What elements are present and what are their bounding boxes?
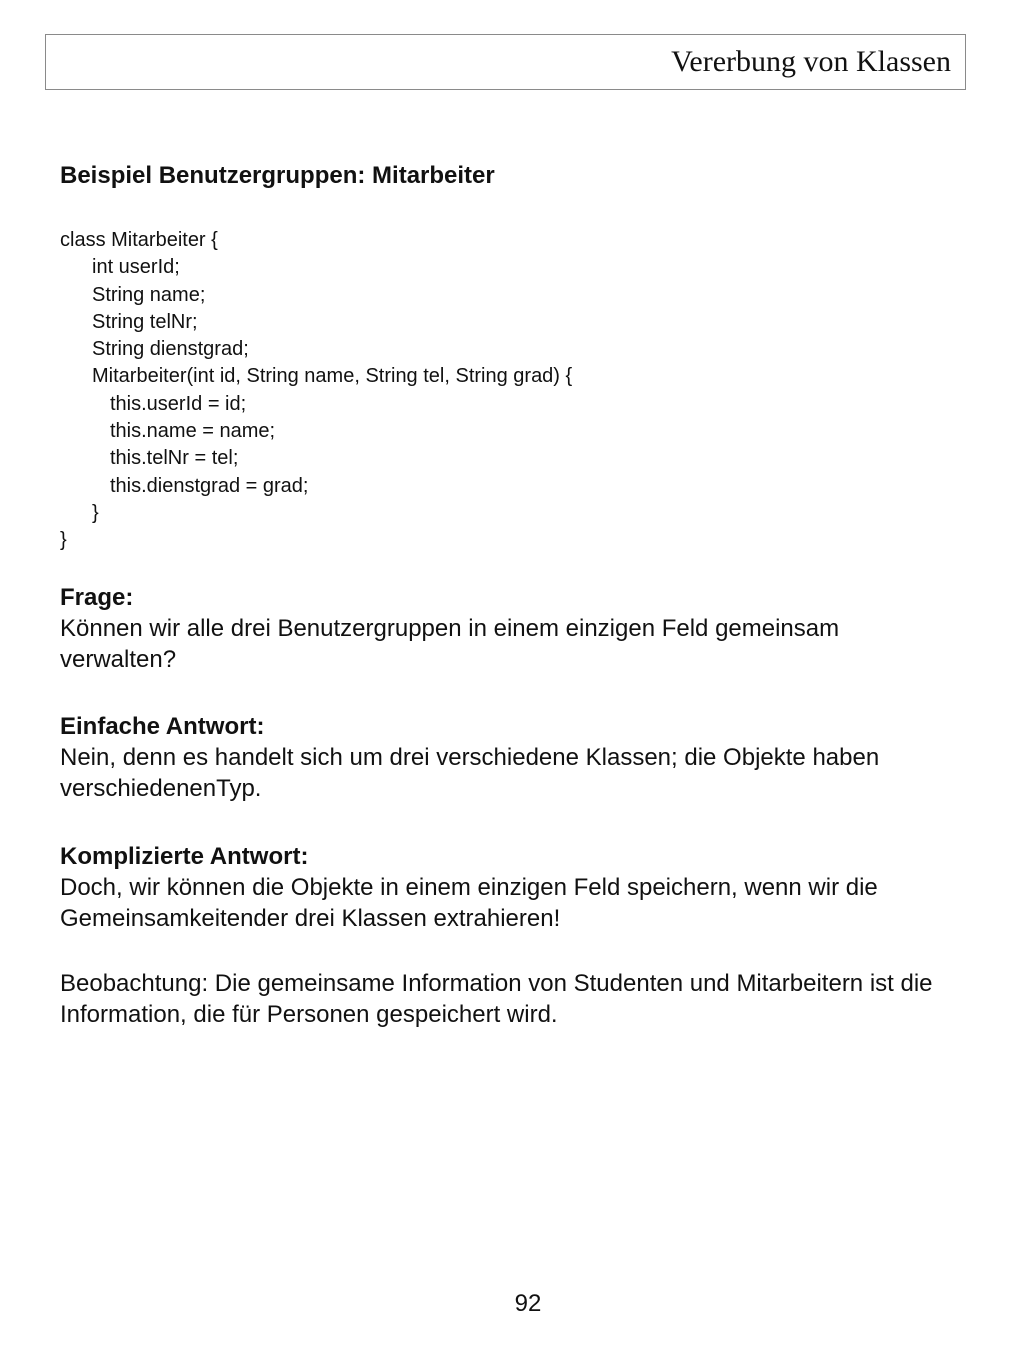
einfache-antwort-block <box>60 711 960 804</box>
code-line: String name; <box>92 283 206 306</box>
frage-label: Frage: <box>60 584 134 611</box>
page-header-title: Vererbung von Klassen <box>671 45 951 78</box>
frage-text: Können wir alle drei Benutzergruppen in einem einzigen Feld gemeinsam verwalten? <box>60 615 840 673</box>
code-line: } <box>60 529 67 552</box>
header-box <box>45 34 966 90</box>
code-line: Mitarbeiter(int id, String name, String tel, String grad) { <box>92 365 573 388</box>
komplizierte-antwort-label: Komplizierte Antwort: <box>60 843 309 870</box>
code-line: String dienstgrad; <box>92 338 249 361</box>
code-line: this.name = name; <box>110 420 276 443</box>
code-line: } <box>92 501 99 524</box>
frage-block <box>60 582 960 675</box>
code-line: class Mitarbeiter { <box>60 229 218 251</box>
einfache-antwort-text: Nein, denn es handelt sich um drei verschiedene Klassen; die Objekte haben verschiedenenTyp. <box>60 744 880 802</box>
einfache-antwort-label: Einfache Antwort: <box>60 713 265 740</box>
beobachtung-text: Beobachtung: Die gemeinsame Information von Studenten und Mitarbeitern ist die Information, die für Personen gespeichert wird. <box>60 970 933 1028</box>
code-block <box>60 227 572 555</box>
beobachtung-block <box>60 968 960 1030</box>
komplizierte-antwort-block <box>60 841 960 934</box>
code-line: this.userId = id; <box>110 392 247 415</box>
page-number: 92 <box>514 1290 542 1317</box>
code-line: this.telNr = tel; <box>110 447 239 470</box>
code-line: String telNr; <box>92 310 198 333</box>
code-line: this.dienstgrad = grad; <box>110 474 309 497</box>
komplizierte-antwort-text: Doch, wir können die Objekte in einem einzigen Feld speichern, wenn wir die Gemeinsamkeitender drei Klassen extrahieren! <box>60 874 878 932</box>
code-line: int userId; <box>92 256 180 279</box>
section-title: Beispiel Benutzergruppen: Mitarbeiter <box>60 162 495 189</box>
